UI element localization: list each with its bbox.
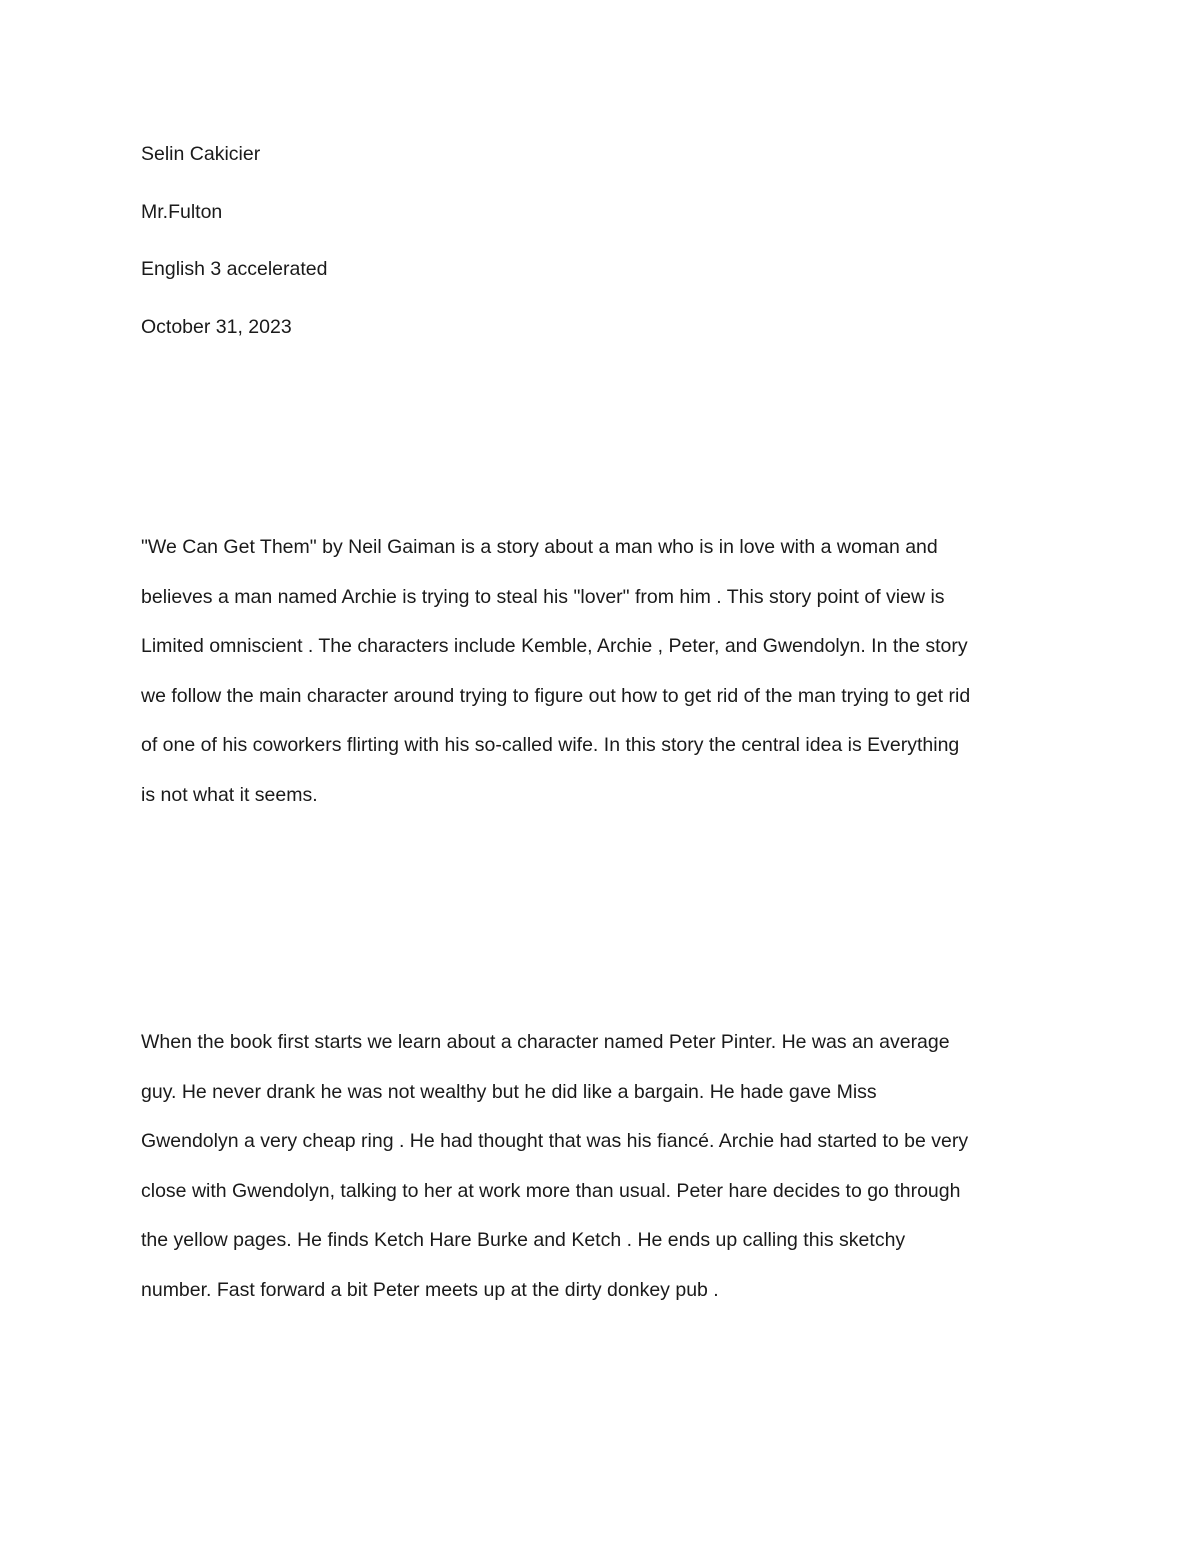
paragraph-line: "We Can Get Them" by Neil Gaiman is a story about a man who is in love with a woman and: [141, 536, 938, 558]
paragraph-line: When the book first starts we learn about a character named Peter Pinter. He was an average: [141, 1031, 950, 1053]
document-date: October 31, 2023: [141, 316, 292, 338]
paragraph-line: close with Gwendolyn, talking to her at work more than usual. Peter hare decides to go through: [141, 1179, 961, 1202]
paragraph-line: the yellow pages. He finds Ketch Hare Burke and Ketch . He ends up calling this sketchy: [141, 1229, 906, 1252]
paragraph-summary: [141, 1030, 1071, 1328]
paragraph-line: believes a man named Archie is trying to steal his "lover" from him . This story point of view is: [141, 585, 945, 608]
author-name: Selin Cakicier: [141, 143, 261, 165]
paragraph-line: we follow the main character around trying to figure out how to get rid of the man trying to get rid: [141, 684, 971, 707]
paragraph-line: guy. He never drank he was not wealthy but he did like a bargain. He hade gave Miss: [141, 1080, 877, 1103]
paragraph-line: Limited omniscient . The characters include Kemble, Archie , Peter, and Gwendolyn. In the story: [141, 635, 968, 658]
paragraph-intro: [141, 535, 1071, 833]
paragraph-line: of one of his coworkers flirting with his so-called wife. In this story the central idea is Everything: [141, 734, 960, 757]
course-name: English 3 accelerated: [141, 258, 328, 280]
paragraph-line: number. Fast forward a bit Peter meets up at the dirty donkey pub .: [141, 1278, 719, 1301]
teacher-name: Mr.Fulton: [141, 201, 223, 223]
paragraph-line: is not what it seems.: [141, 783, 318, 806]
paragraph-line: Gwendolyn a very cheap ring . He had thought that was his fiancé. Archie had started to be very: [141, 1130, 969, 1153]
